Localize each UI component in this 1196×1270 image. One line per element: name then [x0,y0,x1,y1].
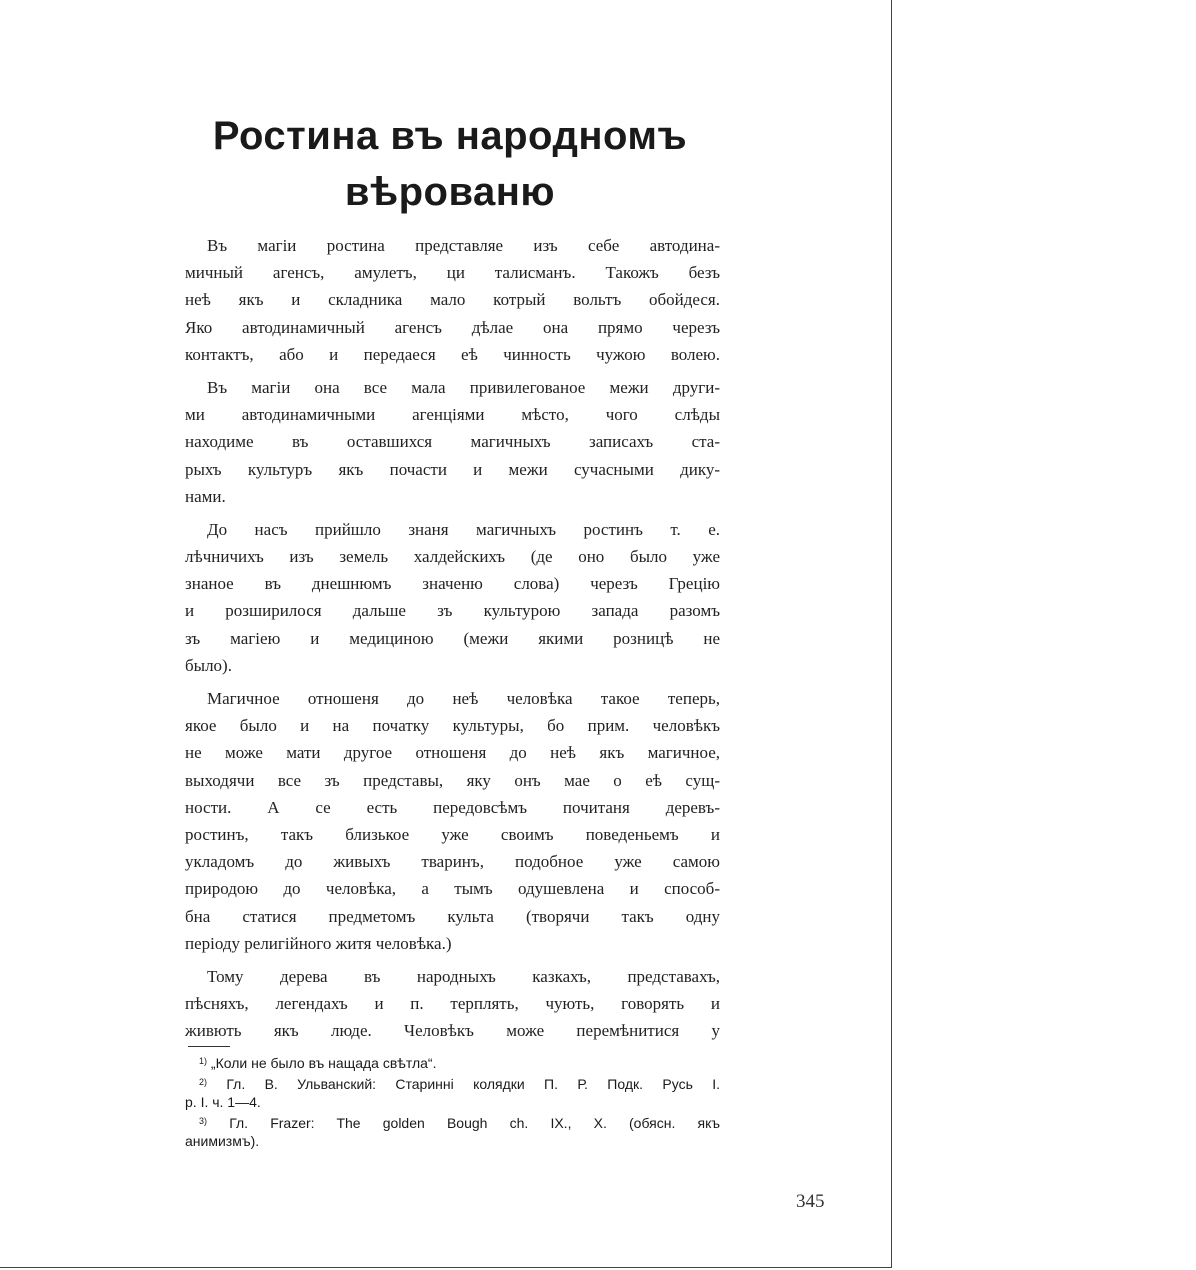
footnote-text: p. I. ч. 1—4. [185,1094,261,1110]
footnote-line [185,1073,720,1094]
paragraph [185,374,720,510]
paragraph [185,232,720,368]
text-line: періоду религійного житя человѣка.) [185,933,452,953]
text-line: находиме въ оставшихся магичныхъ записахъ ста- [185,432,720,452]
article-title [150,108,750,220]
paragraph [185,685,720,957]
text-line: ростинъ, такъ близькое уже своимъ поведеньемъ и [185,824,720,844]
page-number: 345 [796,1191,825,1212]
text-line: неѣ якъ и складника мало котрый вольтъ обойдеся. [185,290,720,310]
text-line: Въ магіи ростина представляе изъ себе автодина- [207,236,720,255]
text-line: пѣсняхъ, легендахъ и п. терплять, чують, говорять и [185,994,720,1014]
text-line: ности. А се есть передовсѣмъ почитаня деревъ- [185,797,720,817]
footnotes [185,1052,720,1151]
footnote-line [185,1112,720,1133]
text-line: выходячи все зъ представы, яку онъ мае о еѣ сущ- [185,770,720,790]
text-line: было). [185,655,232,675]
footnote-mark: 2) [199,1076,208,1087]
paragraph [185,516,720,679]
text-line: контактъ, або и передаеся еѣ чинность чужою волею. [185,344,720,364]
footnote [185,1073,720,1112]
footnote [185,1052,720,1073]
text-line: До насъ прийшло знаня магичныхъ ростинъ т. е. [207,519,720,539]
footnote-text: Гл. В. Ульванский: Старинні колядки П. Р. Подк. Русь I. [226,1075,720,1092]
title-line: вѣрованю [344,170,556,214]
text-line: ми автодинамичными агенціями мѣсто, чого слѣды [185,405,720,425]
text-line: рыхъ культуръ якъ почасти и межи сучасными дику- [185,459,720,479]
text-line: зъ магіею и медициною (межи якими розницѣ не [185,628,720,648]
text-line: бна статися предметомъ культа (творячи такъ одну [185,906,720,926]
footnote-text: Гл. Frazer: The golden Bough ch. IX., X. (обясн. якъ [229,1114,720,1131]
text-line: Магичное отношеня до неѣ человѣка такое теперь, [207,689,720,708]
text-line: якое было и на початку культуры, бо прим. человѣкъ [185,716,720,736]
text-line: укладомъ до живыхъ тваринъ, подобное уже самою [185,852,720,872]
footnote-text: анимизмъ). [185,1133,260,1149]
text-line: нами. [185,486,226,506]
title-line: Ростина въ народномъ [212,114,688,158]
footnote-mark: 1) [199,1056,208,1066]
text-line: не може мати другое отношеня до неѣ якъ магичное, [185,743,720,763]
text-line: Тому дерева въ народныхъ казкахъ, представахъ, [207,966,720,986]
text-line: живють якъ люде. Человѣкъ може перемѣнитися у [185,1021,720,1041]
footnote-line [185,1052,720,1073]
text-line: Въ магіи она все мала привилегованое межи други- [207,377,720,397]
text-line: природою до человѣка, а тымъ одушевлена и способ- [185,879,720,899]
text-line: знаное въ днешнюмъ значеню слова) черезъ Грецію [185,574,720,594]
footnote [185,1112,720,1151]
text-line: мичный агенсъ, амулетъ, ци талисманъ. Такожъ безъ [185,263,720,283]
footnote-divider [188,1046,230,1047]
text-line: Яко автодинамичный агенсъ дѣлае она прямо черезъ [185,317,720,337]
text-line: и розширилося дальше зъ культурою запада разомъ [185,601,720,621]
paragraph [185,963,720,1045]
footnote-text: „Коли не было въ нащада свѣтла“. [210,1055,437,1071]
footnote-mark: 3) [199,1115,208,1126]
article-body [185,232,720,1050]
text-line: лѣчничихъ изъ земель халдейскихъ (де оно было уже [185,547,720,567]
